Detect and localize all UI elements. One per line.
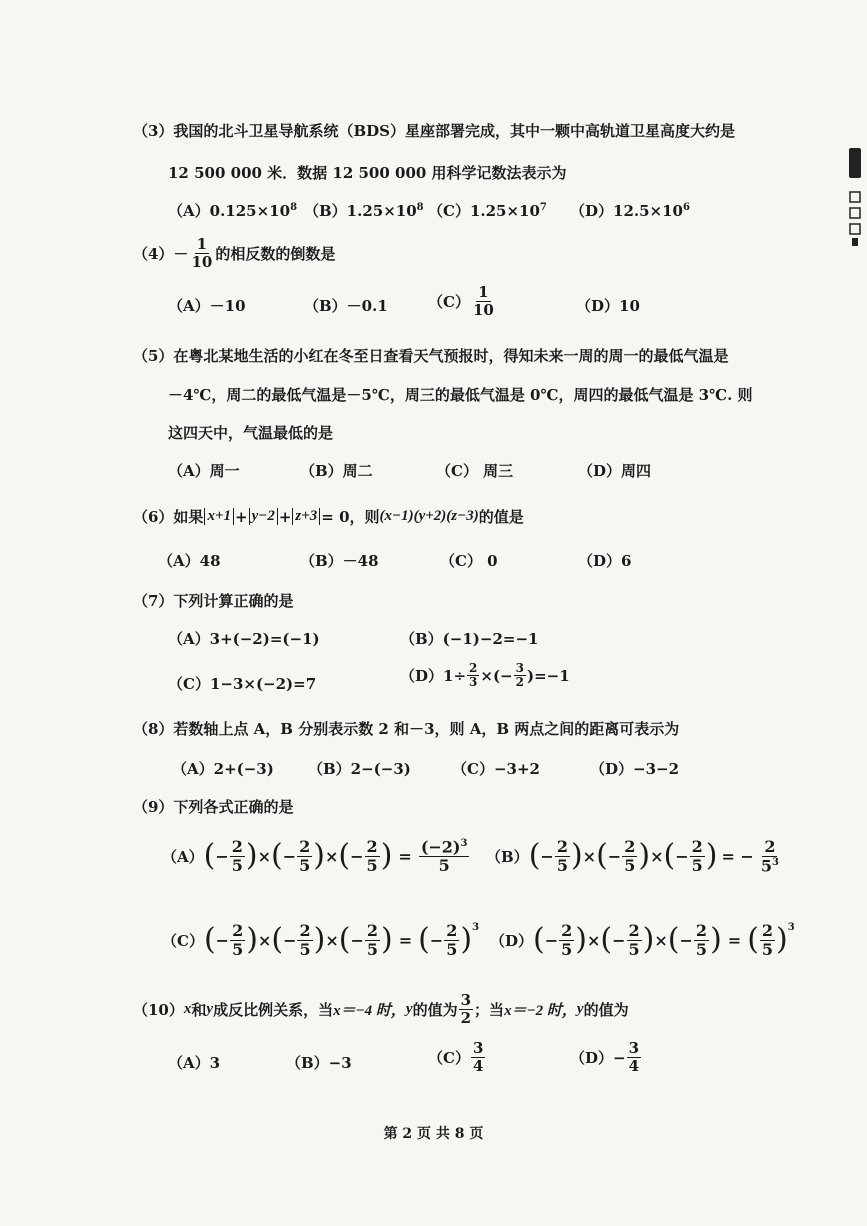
- q5-option-d: （D）周四: [578, 462, 652, 480]
- q3-option-d: $(D)12.5\times 10^6$: [570, 202, 690, 220]
- q6-option-a: （A）48: [158, 552, 221, 570]
- q5-option-b: （B）周二: [300, 462, 373, 480]
- q10-option-a: （A）3: [168, 1054, 221, 1072]
- binding-mark: [849, 148, 861, 178]
- q6-stem: （6）如果 x+1 + y−2 + z+3 = 0，则 (x−1)(y+2)(z−3) 的值是: [133, 507, 524, 526]
- q4-option-b: （B）－0.1: [304, 297, 388, 315]
- q6-option-c: （C） 0: [440, 552, 498, 570]
- q9-stem: （9）下列各式正确的是: [133, 798, 294, 816]
- q8-option-c: （C）−3+2: [452, 760, 540, 778]
- q7-option-c: （C）1−3×(−2)=7: [168, 675, 317, 693]
- q10-stem: （10） x 和 y 成反比例关系，当 x＝−4 时， y 的值为 $\frac{3}{2}$ ；当 x＝−2 时， y 的值为: [133, 991, 629, 1027]
- q4-option-d: （D）10: [576, 297, 640, 315]
- q9-option-a: （A） ( − $\frac{2}{5}$ ) × ( − $\frac{2}{5}$ ) × ( − $\frac{2}{5}$ ) = $\frac{(-2)^3}{5}$: [162, 837, 468, 875]
- q10-option-c: （C） $\frac{3}{4}$: [428, 1039, 484, 1075]
- q5-option-a: （A）周一: [168, 462, 240, 480]
- q8-option-d: （D）−3−2: [590, 760, 680, 778]
- q9-option-d: （D） ( − $\frac{2}{5}$ ) × ( − $\frac{2}{5}$ ) × ( − $\frac{2}{5}$ ) = ( $\frac{2}{5}$ ) 3: [490, 921, 795, 959]
- q6-option-b: （B）－48: [300, 552, 379, 570]
- q8-option-b: （B）2−(−3): [308, 760, 411, 778]
- q3-option-c: $(C)1.25\times 10^7$: [428, 202, 547, 220]
- q10-option-b: （B）−3: [286, 1054, 352, 1072]
- q7-stem: （7）下列计算正确的是: [133, 592, 294, 610]
- q5-option-c: （C） 周三: [436, 462, 514, 480]
- q8-option-a: （A）2+(−3): [172, 760, 274, 778]
- q10-option-d: （D）− $\frac{3}{4}$: [570, 1039, 640, 1075]
- q3-line2: 12 500 000 米．数据 12 500 000 用科学记数法表示为: [168, 164, 567, 182]
- q3-option-a: $(A)0.125\times 10^8$: [168, 202, 298, 220]
- q5-line3: 这四天中，气温最低的是: [168, 424, 334, 442]
- q7-option-d: （D）1÷ $\frac{2}{3}$ ×(− $\frac{3}{2}$ )=−1: [400, 661, 570, 690]
- q7-option-a: （A）3+(−2)=(−1): [168, 630, 320, 648]
- q8-stem: （8）若数轴上点 A，B 分别表示数 2 和－3，则 A，B 两点之间的距离可表示为: [133, 720, 680, 738]
- q7-option-b: （B）(−1)−2=−1: [400, 630, 539, 648]
- qr-code-icon: [849, 190, 861, 250]
- q3-line1: （3）我国的北斗卫星导航系统（BDS）星座部署完成，其中一颗中高轨道卫星高度大约是: [133, 122, 735, 140]
- q4-option-c: （C） $\frac{1}{10}$: [428, 283, 494, 319]
- q4-stem: （4）－ $\frac{1}{10}$ 的相反数的倒数是: [133, 235, 336, 271]
- q3-option-b: $(B)1.25\times 10^8$: [304, 202, 424, 220]
- q5-line1: （5）在粤北某地生活的小红在冬至日查看天气预报时，得知未来一周的周一的最低气温是: [133, 347, 729, 365]
- q5-line2: －4℃，周二的最低气温是－5℃，周三的最低气温是 0℃，周四的最低气温是 3℃. 则: [168, 386, 753, 404]
- q6-option-d: （D）6: [578, 552, 632, 570]
- q4-option-a: （A）－10: [168, 297, 246, 315]
- q4-fraction: $\frac{1}{10}$: [191, 235, 213, 271]
- page-footer: 第 2 页 共 8 页: [383, 1126, 484, 1142]
- q9-option-c: （C） ( − $\frac{2}{5}$ ) × ( − $\frac{2}{5}$ ) × ( − $\frac{2}{5}$ ) = ( − $\frac{2}{5}$ ) 3: [162, 921, 480, 959]
- q9-option-b: （B） ( − $\frac{2}{5}$ ) × ( − $\frac{2}{5}$ ) × ( − $\frac{2}{5}$ ) = − $\frac{2}{5^3}$: [486, 837, 779, 875]
